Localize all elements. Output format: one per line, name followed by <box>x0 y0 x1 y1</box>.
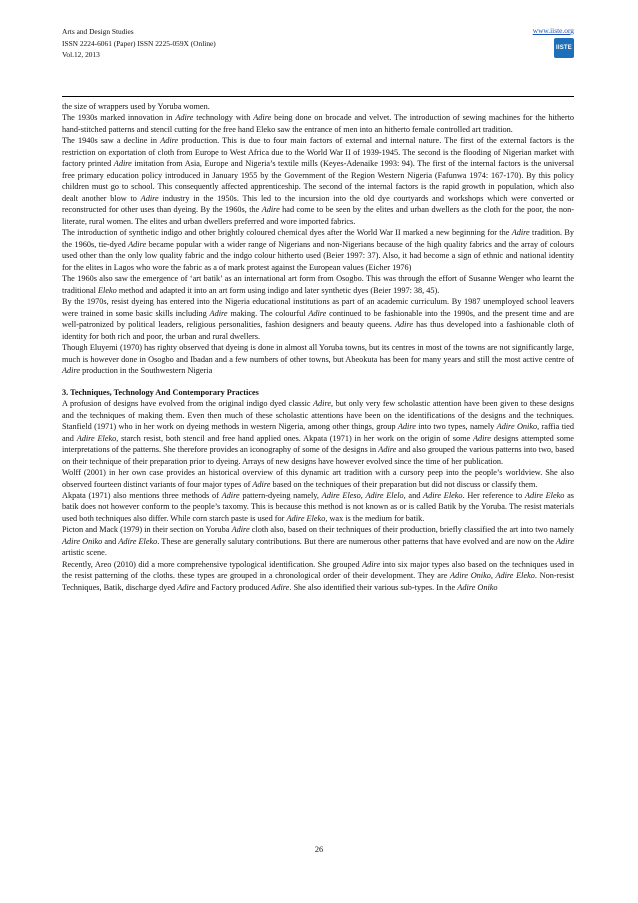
italic-term: Adire <box>221 490 240 500</box>
italic-term: Adire <box>271 582 290 592</box>
text-run: , and <box>403 490 424 500</box>
journal-name: Arts and Design Studies <box>62 27 134 36</box>
text-run: the size of wrappers used by Yoruba women. <box>62 102 210 111</box>
italic-term: Adire Elelo <box>365 490 404 500</box>
italic-term: Adire Oniko <box>62 536 103 546</box>
text-run: Wolff (2001) in her own case provides an historical overview of this dynamic art tradition with a cursory peep into the people’s worldview. She also observed fourteen distinct variants of four major types of <box>62 468 574 489</box>
text-run: production in the Southwestern Nigeria <box>80 366 213 376</box>
body-text <box>62 101 574 593</box>
paragraph <box>62 135 574 227</box>
text-run: 3. Techniques, Technology And Contemporary Practices <box>62 387 259 397</box>
text-run: , <box>360 490 366 500</box>
paragraph <box>62 467 574 490</box>
text-run: imitation from Asia, Europe and Nigeria’s textile mills (Keyes-Adenaike 1993: 94). The first of the internal factors is the universal free primary education policy introduced in January 1955 by the Government of the Region Western Nigeria (Fafunwa 1974: 167-170). By this policy children must go to school. This consequently affected apprenticeship. The second of the internal factors is the rapid growth in population, which also dealt another blow to <box>62 159 575 203</box>
paragraph <box>62 342 574 376</box>
issn-line: ISSN 2224-6061 (Paper) ISSN 2225-059X (Online) <box>62 38 216 48</box>
paragraph <box>62 398 574 467</box>
text-run: . Her reference to <box>462 490 525 500</box>
text-run: , wax is the medium for batik. <box>325 513 425 523</box>
text-run: cloth also, based on their techniques of their production, briefly classified the art into two namely <box>249 525 574 535</box>
text-run: The introduction of synthetic indigo and other brightly coloured chemical dyes after the World War II marked a new beginning for the <box>62 228 512 238</box>
italic-term: Adire <box>252 479 271 489</box>
text-run: Recently, Areo (2010) did a more comprehensive typological identification. She grouped <box>62 559 363 569</box>
text-run: Picton and Mack (1979) in their section on Yoruba <box>62 525 232 535</box>
italic-term: Adire <box>511 228 530 238</box>
text-run: artistic scene. <box>62 548 107 558</box>
italic-term: Eleko <box>97 285 117 295</box>
italic-term: Adire <box>313 399 332 409</box>
paragraph <box>62 112 574 135</box>
text-run: production. This is due to four main factors of external and internal nature. The first of the external factors is the restriction on exportation of cloth from Europe to West Africa due to the World War II of 1939-1945. The second is the flooding of Nigerian market with factory printed <box>62 136 575 169</box>
text-run: , but only very few scholastic attention have been given to these designs and the techniques of making them. Even then much of these scholastic attentions have been on the identifications of the designs and the techniques. Stanfield (1971) who in her work on dyeing methods in western Nigeria, among other things, group <box>62 399 574 432</box>
text-run: being done on brocade and velvet. The introduction of sewing machines for the hitherto hand-stitched patterns and stencil cutting for the free hand Eleko saw the entrance of men into an hitherto female controlled art tradition. <box>62 113 575 134</box>
volume-line: Vol.12, 2013 <box>62 50 100 59</box>
text-run: The 1930s marked innovation in <box>62 113 176 123</box>
italic-term: Adire Eleko <box>76 433 117 443</box>
text-run: tradition. By the 1960s, tie-dyed <box>62 228 574 249</box>
text-run: Akpata (1971) also mentions three methods of <box>62 490 222 500</box>
text-run: had come to be seen by the elites and urban dwellers as the cloth for the poor, the non-literate, rural women. The elites and urban dwellers preferred and wore imported fabrics. <box>62 205 574 226</box>
italic-term: Adire <box>128 239 147 249</box>
italic-term: Adire <box>113 159 132 169</box>
text-run: pattern-dyeing namely, <box>239 490 322 500</box>
text-run: technology with <box>193 113 254 123</box>
text-run: and Factory produced <box>195 582 272 592</box>
text-run: , raffia tied and <box>62 422 574 443</box>
italic-term: Adire <box>308 308 327 318</box>
text-run: continued to be fashionable into the 1990s, and the present time and are well-patronized by political leaders, religious personalities, fashion designers and beauty queens. <box>62 308 574 330</box>
italic-term: Adire <box>395 320 414 330</box>
text-run: and <box>102 536 119 546</box>
paragraph <box>62 227 574 273</box>
italic-term: Adire <box>62 366 81 376</box>
paragraph <box>62 559 574 593</box>
italic-term: Adire Eleko <box>423 490 463 500</box>
italic-term: Adire Oniko, Adire Eleko <box>450 571 535 581</box>
italic-term: Adire Eleko <box>118 536 158 546</box>
text-run: . She also identified their various sub-types. In the <box>289 582 458 592</box>
italic-term: Adire <box>261 205 280 215</box>
italic-term: Adire Oniko <box>496 422 538 432</box>
italic-term: Adire <box>362 559 381 569</box>
text-run: industry in the 1950s. This led to the incursion into the old dye courtyards and workshops which were converted or reconstructed for other uses than dyeing. By the 1960s, the <box>62 193 574 215</box>
italic-term: Adire <box>160 136 179 146</box>
website-link[interactable]: www.iiste.org <box>532 26 574 35</box>
italic-term: Adire <box>378 445 397 455</box>
text-run: method and adapted it into an art form using indigo and later synthetic dyes (Beier 1997: 38, 45). <box>116 285 440 295</box>
text-run: and also grouped the various patterns into two, based on their technique of their preparation prior to dyeing. Arrays of new designs have however evolved since the time of her publication. <box>62 445 574 466</box>
italic-term: Adire Eleso <box>321 490 361 500</box>
text-run: The 1960s also saw the emergence of ‘art batik’ as an international art form from Osogbo. This was through the effort of Susanne Wenger who learnt the traditional <box>62 274 574 295</box>
text-run: The 1940s saw a decline in <box>62 136 161 146</box>
paragraph <box>62 490 574 524</box>
text-run: became popular with a wider range of Nigerians and non-Nigerians because of the high quality fabrics and the array of colours used other than the only low quality fabric and the indgo colour hitherto used (Beier 1997: 37). Also, it had become a sign of ethnic and national identity for the elites in Lagos who wore the fabric as a of mark protest against the European values (Eicher 1976) <box>62 239 574 272</box>
text-run: into two types, namely <box>415 422 497 432</box>
text-run: Though Eluyemi (1970) has righty observed that dyeing is done in almost all Yoruba towns, but its centres in most of the towns are not significantly large, much is however done in Osogbo and Ibadan and a few numbers of other towns, but Abeokuta has been for many years and still the most active centre of <box>62 343 574 364</box>
text-run: A profusion of designs have evolved from the original indigo dyed classic <box>62 399 313 409</box>
iiste-logo-icon: IISTE <box>554 38 574 58</box>
text-run: designs attempted some interpretations of the patterns. She therefore provides an iconography of some of the designs in <box>62 433 574 455</box>
section-heading <box>62 387 574 398</box>
text-run: , starch resist, both stencil and free hand applied ones. Akpata (1971) in her work on the origin of some <box>116 433 473 443</box>
italic-term: Adire Eleko <box>524 490 565 500</box>
paragraph <box>62 273 574 296</box>
text-run: into six major types also based on the techniques used in the resist patterning of the cloths. these types are grouped in a chronological order of their development. They are <box>62 559 574 581</box>
italic-term: Adire Oniko <box>457 582 498 592</box>
text-run: By the 1970s, resist dyeing has entered into the Nigeria educational institutions as part of an academic curriculum. By 1987 unemployed school leavers were trained in some basic skills including <box>62 297 574 318</box>
italic-term: Adire <box>140 193 159 203</box>
text-run: . Non-resist Techniques, Batik, discharge dyed <box>62 571 575 592</box>
italic-term: Adire <box>472 433 491 443</box>
italic-term: Adire <box>253 113 272 123</box>
page-header <box>62 26 574 78</box>
italic-term: Adire Eleko <box>286 513 326 523</box>
text-run: as batik does not however conform to the people’s taxomy. This is because this method is not known as or is called Batik by the Yoruba. The resist materials used both techniques also differ. While corn starch paste is used for <box>62 490 574 523</box>
header-rule <box>62 96 574 97</box>
paragraph <box>62 101 574 112</box>
page-number: 26 <box>314 845 324 854</box>
text-run: . These are generally salutary contributions. But there are numerous other patterns that have evolved and are now on the <box>157 536 556 546</box>
text-run: has thus developed into a fashionable cloth of identity for both rich and poor, the urban and rural dwellers. <box>62 320 574 341</box>
text-run: making. The colourful <box>227 308 309 318</box>
italic-term: Adire <box>555 536 574 546</box>
text-run: based on the techniques of their preparation but did not discuss or classify them. <box>270 479 538 489</box>
paragraph <box>62 524 574 558</box>
italic-term: Adire <box>175 113 194 123</box>
italic-term: Adire <box>209 308 228 318</box>
italic-term: Adire <box>177 582 196 592</box>
italic-term: Adire <box>397 422 416 432</box>
italic-term: Adire <box>231 525 250 535</box>
paragraph <box>62 296 574 342</box>
